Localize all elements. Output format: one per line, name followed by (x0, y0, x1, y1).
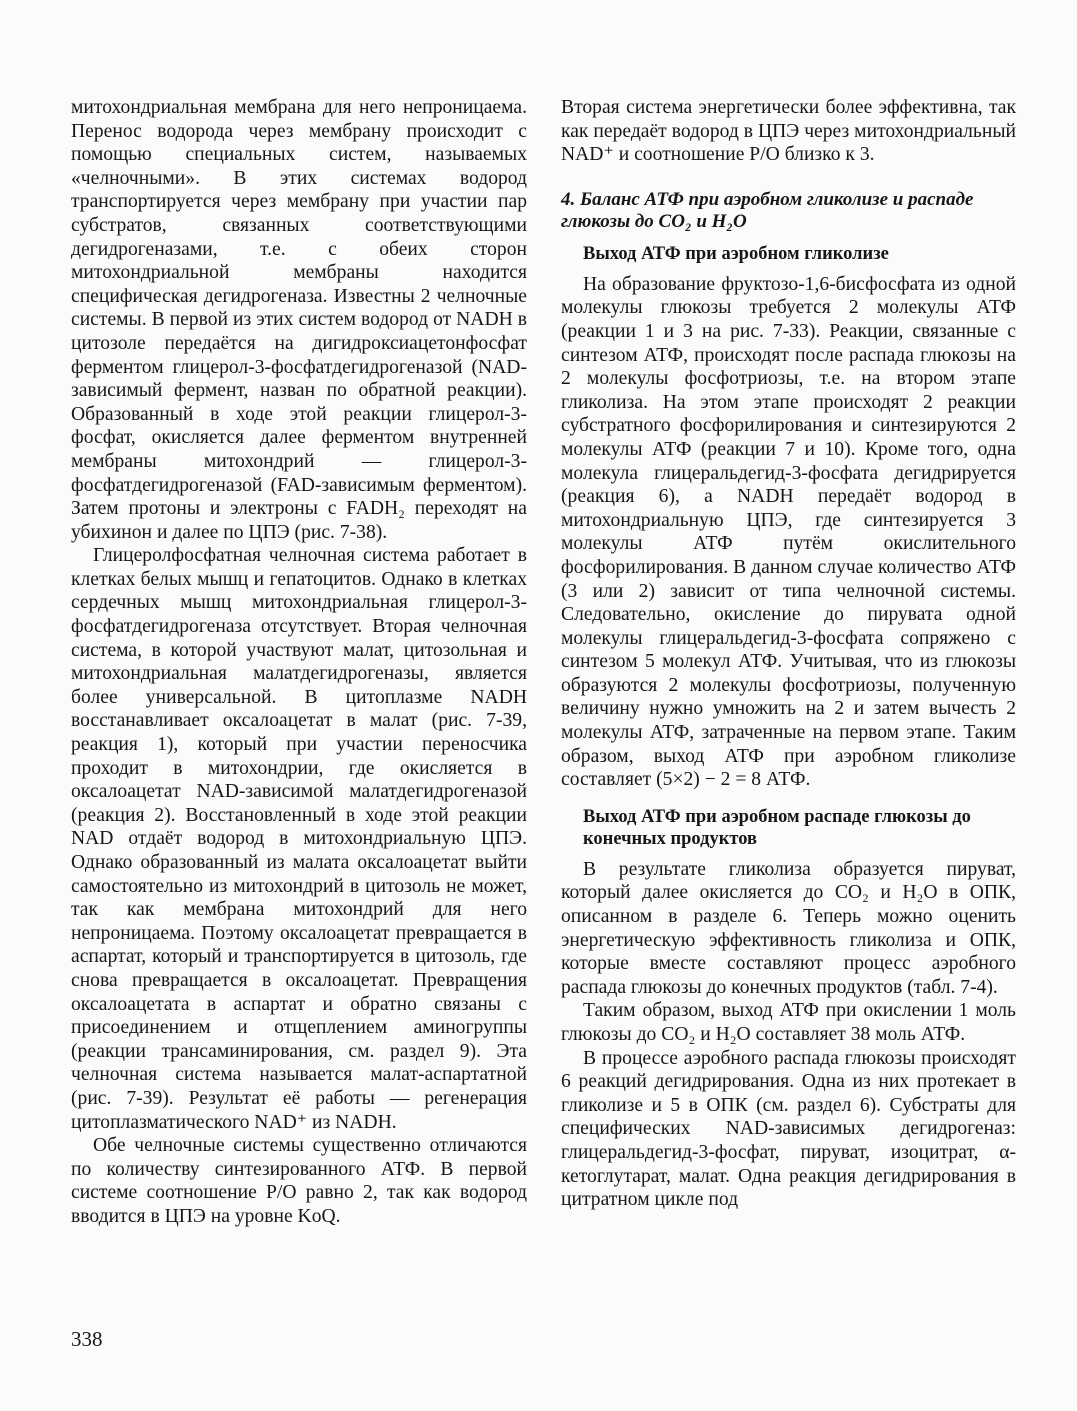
left-paragraph-3: Обе челночные системы существенно отличаются по количеству синтезированного АТФ. В первой системе соотношение P/O равно 2, так как водород вводится в ЦПЭ на уровне KoQ. (71, 1135, 527, 1227)
right-paragraph-5: В процессе аэробного распада глюкозы происходят 6 реакций дегидрирования. Одна из них протекает в гликолизе и 5 в ОПК (см. раздел 6). Субстраты для специфических NAD-зависимых дегидрогеназ: глицеральдегид-3-фосфат, пируват, изоцитрат, α-кетоглутарат, малат. Одна реакция дегидрирования в цитратном цикле под (561, 1047, 1016, 1211)
left-paragraph-2: Глицеролфосфатная челночная система работает в клетках белых мышц и гепатоцитов. Однако в клетках сердечных мышц митохондриальная глицерол-3-фосфатдегидрогеназа отсутствует. Вторая челночная система, в которой участвуют малат, цитозольная и митохондриальная малатдегидрогеназы, является более универсальной. В цитоплазме NADH восстанавливает оксалоацетат в малат (рис. 7-39, реакция 1), который при участии переносчика проходит в митохондрии, где окисляется в оксалоацетат NAD-зависимой малатдегидрогеназой (реакция 2). Восстановленный в ходе этой реакции NAD отдаёт водород в митохондриальную ЦПЭ. Однако образованный из малата оксалоацетат выйти самостоятельно из митохондрий в цитозоль не может, так как мембрана митохондрий для него непроницаема. Поэтому оксалоацетат превращается в аспартат, который и транспортируется в цитозоль, где снова превращается в оксалоацетат. Превращения оксалоацетата в аспартат и обратно связаны с присоединением и отщеплением аминогруппы (реакции трансаминирования, см. раздел 9). Эта челночная система называется малат-аспартатной (рис. 7-39). Результат её работы — регенерация цитоплазматического NAD⁺ из NADH. (71, 545, 527, 1133)
right-paragraph-3: В результате гликолиза образуется пируват, который далее окисляется до CO₂ и H₂O в ОПК, описанном в разделе 6. Теперь можно оценить энергетическую эффективность гликолиза и ОПК, которые вместе составляют процесс аэробного распада глюкозы до конечных продуктов (табл. 7-4). (561, 858, 1016, 998)
right-paragraph-4: Таким образом, выход АТФ при окислении 1 моль глюкозы до CO₂ и H₂O составляет 38 моль АТФ. (561, 1000, 1016, 1045)
right-paragraph-1: Вторая система энергетически более эффективна, так как передаёт водород в ЦПЭ через митохондриальный NAD⁺ и соотношение P/O близко к 3. (561, 97, 1016, 166)
section-heading: 4. Баланс АТФ при аэробном гликолизе и распаде глюкозы до CO₂ и H₂O (561, 188, 974, 232)
right-paragraph-2: На образование фруктозо-1,6-бисфосфата из одной молекулы глюкозы требуется 2 молекулы АТФ (реакции 1 и 3 на рис. 7-33). Реакции, связанные с синтезом АТФ, происходят после распада глюкозы на 2 молекулы фосфотриозы, т.е. на втором этапе гликолиза. На этом этапе происходят 2 реакции субстратного фосфорилирования и синтезируются 2 молекулы АТФ (реакции 7 и 10). Кроме того, одна молекула глицеральдегид-3-фосфата дегидрируется (реакция 6), а NADH передаёт водород в митохондриальную ЦПЭ, где синтезируется 3 молекулы АТФ путём окислительного фосфорилирования. В данном случае количество АТФ (3 или 2) зависит от типа челночной системы. Следовательно, окисление до пирувата одной молекулы глицеральдегид-3-фосфата сопряжено с синтезом 5 молекул АТФ. Учитывая, что из глюкозы образуются 2 молекулы фосфотриозы, полученную величину нужно умножить на 2 и затем вычесть 2 молекулы АТФ, затраченные на первом этапе. Таким образом, выход АТФ при аэробном гликолизе составляет (5×2) − 2 = 8 АТФ. (561, 273, 1016, 791)
subheading-aerobic-glycolysis: Выход АТФ при аэробном гликолизе (583, 243, 889, 264)
page-number: 338 (71, 1327, 103, 1351)
right-column (561, 96, 1016, 1212)
subheading-aerobic-breakdown: Выход АТФ при аэробном распаде глюкозы до конечных продуктов (583, 806, 971, 849)
left-column (71, 96, 527, 1229)
left-paragraph-1: митохондриальная мембрана для него непроницаема. Перенос водорода через мембрану происходит с помощью специальных систем, называемых «челночными». В этих системах водород транспортируется через мембрану при участии пар субстратов, связанных соответствующими дегидрогеназами, т.е. с обеих сторон митохондриальной мембраны находится специфическая дегидрогеназа. Известны 2 челночные системы. В первой из этих систем водород от NADH в цитозоле передаётся на дигидроксиацетонфосфат ферментом глицерол-3-фосфатдегидрогеназой (NAD-зависимый фермент, назван по обратной реакции). Образованный в ходе этой реакции глицерол-3-фосфат, окисляется далее ферментом внутренней мембраны митохондрий — глицерол-3-фосфатдегидрогеназой (FAD-зависимым ферментом). Затем протоны и электроны с FADH₂ переходят на убихинон и далее по ЦПЭ (рис. 7-38). (71, 97, 527, 543)
